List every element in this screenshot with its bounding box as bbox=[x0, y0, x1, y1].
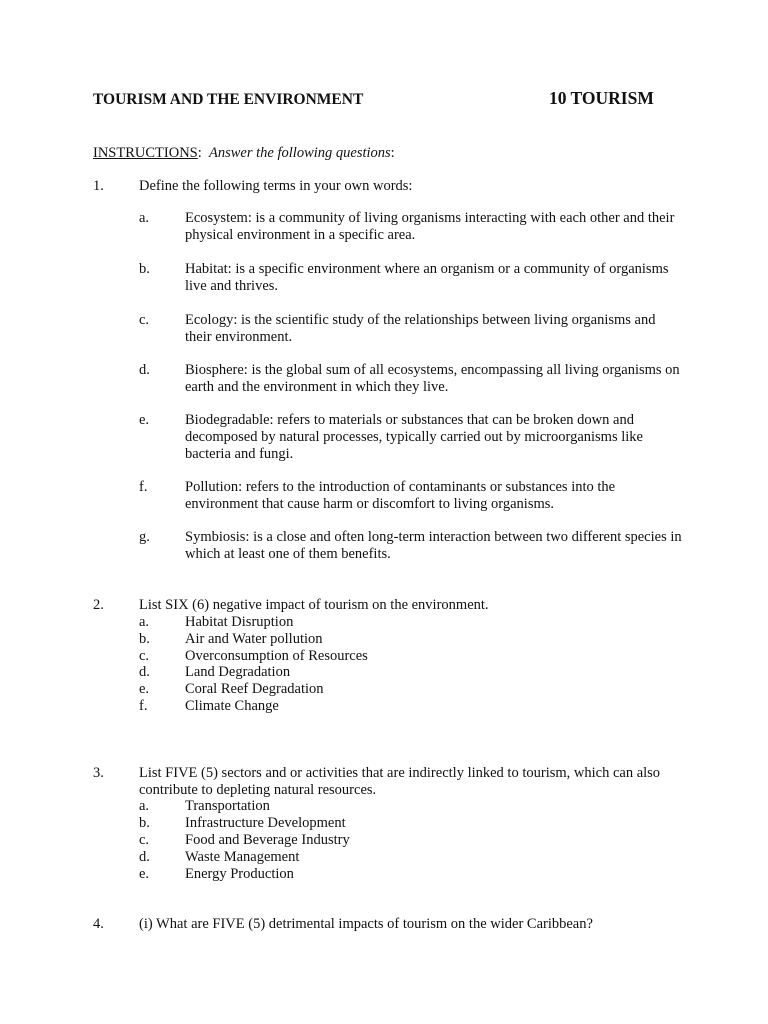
item-text: Food and Beverage Industry bbox=[185, 832, 350, 848]
course-label: 10 TOURISM bbox=[549, 88, 654, 108]
instructions-line bbox=[93, 145, 395, 162]
item-letter: f. bbox=[139, 698, 148, 714]
instructions-label: INSTRUCTIONS bbox=[93, 145, 198, 161]
item-letter: c. bbox=[139, 312, 150, 328]
question-text: List SIX (6) negative impact of tourism on the environment. bbox=[139, 597, 489, 613]
question-text: Define the following terms in your own words: bbox=[139, 178, 413, 194]
item-text: Overconsumption of Resources bbox=[185, 648, 368, 664]
item-text: Habitat: is a specific environment where an organism or a community of organisms live and thrives. bbox=[185, 261, 669, 294]
item-text: Ecology: is the scientific study of the relationships between living organisms and their environment. bbox=[185, 312, 656, 345]
item-letter: b. bbox=[139, 815, 150, 831]
item-letter: b. bbox=[139, 261, 150, 277]
item-text: Ecosystem: is a community of living organisms interacting with each other and their physical environment in a specific area. bbox=[185, 210, 675, 243]
document-title: TOURISM AND THE ENVIRONMENT bbox=[93, 91, 364, 108]
item-text: Pollution: refers to the introduction of contaminants or substances into the environment that cause harm or discomfort to living organisms. bbox=[185, 479, 616, 512]
instructions-colon: : bbox=[197, 145, 202, 161]
item-letter: a. bbox=[139, 210, 150, 226]
question-text: (i) What are FIVE (5) detrimental impacts of tourism on the wider Caribbean? bbox=[139, 916, 593, 932]
instructions-end: : bbox=[390, 145, 395, 161]
item-text: Climate Change bbox=[185, 698, 279, 714]
instructions-text: Answer the following questions bbox=[209, 145, 391, 161]
item-text: Infrastructure Development bbox=[185, 815, 346, 831]
item-text: Coral Reef Degradation bbox=[185, 681, 324, 697]
item-letter: d. bbox=[139, 362, 150, 378]
item-letter: d. bbox=[139, 664, 150, 680]
item-letter: c. bbox=[139, 832, 150, 848]
item-text: Biodegradable: refers to materials or substances that can be broken down and decomposed by natural processes, typically carried out by microorganisms like bacteria and fungi. bbox=[185, 412, 643, 462]
item-letter: e. bbox=[139, 681, 150, 697]
item-letter: a. bbox=[139, 798, 150, 814]
question-number: 1. bbox=[93, 178, 104, 194]
item-letter: d. bbox=[139, 849, 150, 865]
item-text: Habitat Disruption bbox=[185, 614, 294, 630]
item-text: Air and Water pollution bbox=[185, 631, 323, 647]
question-number: 3. bbox=[93, 765, 104, 781]
item-letter: c. bbox=[139, 648, 150, 664]
document-header bbox=[93, 88, 673, 111]
item-letter: g. bbox=[139, 529, 150, 545]
item-letter: f. bbox=[139, 479, 148, 495]
item-text: Transportation bbox=[185, 798, 270, 814]
item-letter: e. bbox=[139, 866, 150, 882]
item-letter: e. bbox=[139, 412, 150, 428]
question-text: List FIVE (5) sectors and or activities that are indirectly linked to tourism, which can also contribute to depleting natural resources. bbox=[139, 765, 661, 798]
item-text: Waste Management bbox=[185, 849, 300, 865]
item-text: Symbiosis: is a close and often long-term interaction between two different species in which at least one of them benefits. bbox=[185, 529, 682, 562]
item-letter: b. bbox=[139, 631, 150, 647]
item-text: Energy Production bbox=[185, 866, 294, 882]
item-text: Land Degradation bbox=[185, 664, 291, 680]
question-number: 2. bbox=[93, 597, 104, 613]
question-number: 4. bbox=[93, 916, 104, 932]
item-letter: a. bbox=[139, 614, 150, 630]
item-text: Biosphere: is the global sum of all ecosystems, encompassing all living organisms on earth and the environment in which they live. bbox=[185, 362, 680, 395]
